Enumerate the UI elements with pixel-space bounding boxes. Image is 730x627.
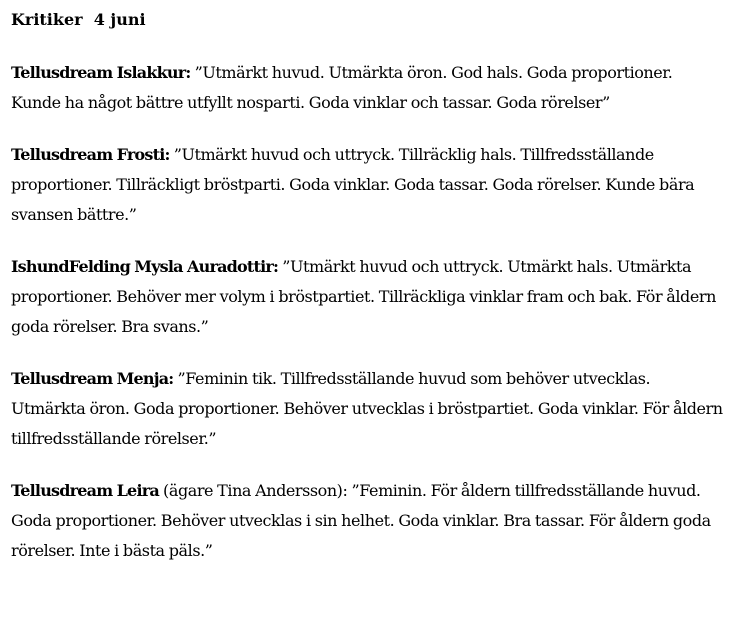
document-heading: Kritiker 4 juni <box>11 10 146 29</box>
critique-document <box>11 0 723 566</box>
owner-note: (ägare Tina Andersson): <box>158 481 348 500</box>
critique-text: ”Utmärkt huvud. Utmärkta öron. God hals. Goda proportioner. Kunde ha något bättre utfyllt nosparti. Goda vinklar och tassar. Goda rörelser” <box>11 63 673 112</box>
critique-entry <box>11 140 723 230</box>
critique-entry <box>11 364 723 454</box>
critique-entry <box>11 476 723 566</box>
critique-entry <box>11 252 723 342</box>
critique-text: ”Feminin tik. Tillfredsställande huvud som behöver utvecklas. Utmärkta öron. Goda proportioner. Behöver utvecklas i bröstpartiet. Goda vinklar. För åldern tillfredsställande rörelser.” <box>11 369 723 448</box>
dog-name: Tellusdream Islakkur: <box>11 63 191 82</box>
dog-name: Tellusdream Frosti: <box>11 145 170 164</box>
dog-name: IshundFelding Mysla Auradottir: <box>11 257 279 276</box>
dog-name: Tellusdream Menja: <box>11 369 174 388</box>
critique-entry <box>11 58 723 118</box>
critique-text: ”Utmärkt huvud och uttryck. Utmärkt hals. Utmärkta proportioner. Behöver mer volym i bröstpartiet. Tillräckliga vinklar fram och bak. För åldern goda rörelser. Bra svans.” <box>11 257 716 336</box>
critique-text: ”Utmärkt huvud och uttryck. Tillräcklig hals. Tillfredsställande proportioner. Tillräckligt bröstparti. Goda vinklar. Goda tassar. Goda rörelser. Kunde bära svansen bättre.” <box>11 145 695 224</box>
dog-name: Tellusdream Leira <box>11 481 159 500</box>
critique-text: ”Feminin. För åldern tillfredsställande huvud. Goda proportioner. Behöver utvecklas i sin helhet. Goda vinklar. Bra tassar. För åldern goda rörelser. Inte i bästa päls.” <box>11 481 711 560</box>
